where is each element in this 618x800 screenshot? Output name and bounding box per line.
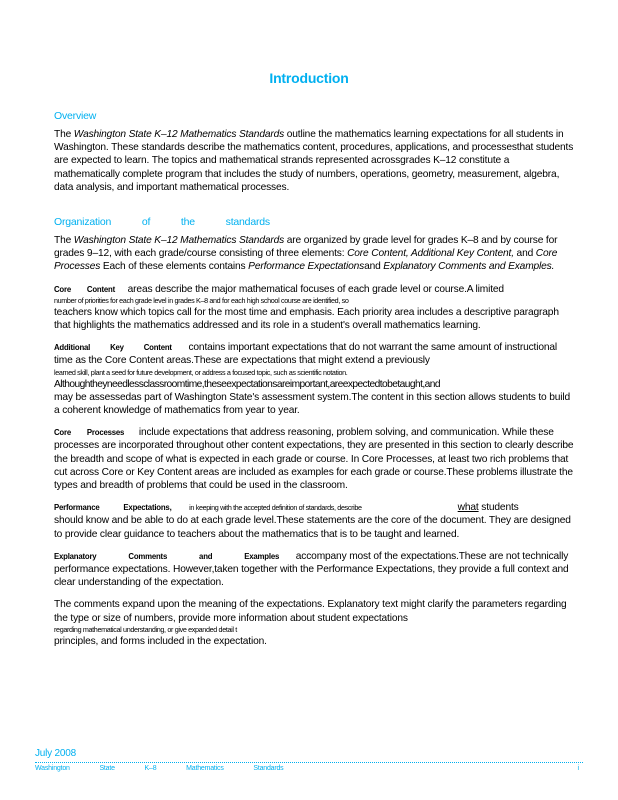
element-names-italic: Core Content, Additional Key Content,	[347, 248, 514, 260]
comments-text: principles, and forms included in the expectation.	[54, 635, 267, 647]
section-heading-overview: Overview	[54, 110, 97, 122]
explanatory-comments-italic: Explanatory Comments and Examples.	[383, 261, 555, 273]
explanatory-paragraph	[54, 550, 574, 590]
overview-text: outline the mathematics learning expectations for all students in Washington. These standards describe the mathematics content, procedures, applications, and processesthat students are expected to learn. The topics and mathematical strands represented acrossgrades K–12 constitute a mathematically complete program that includes the study of numbers, operations, geometry, measurement, algebra, data analysis, and important mathematical processes.	[54, 129, 574, 193]
document-body	[54, 110, 574, 648]
performance-label: Performance Expectations,	[54, 503, 172, 513]
core-content-paragraph	[54, 283, 574, 333]
core-processes-paragraph	[54, 426, 574, 492]
footer-divider	[35, 762, 583, 763]
additional-key-condensed-text: Althoughtheyneedlessclassroomtime,theseexpectationsareimportant,areexpectedtobetaught,and	[54, 378, 440, 390]
footer-line	[35, 765, 583, 777]
comments-small-text: regarding mathematical understanding, or give expanded detail t	[54, 624, 237, 634]
footer-date: July 2008	[35, 748, 77, 759]
performance-text: students	[478, 502, 519, 514]
core-processes-label: Core Processes	[54, 428, 125, 438]
overview-paragraph	[54, 128, 574, 194]
core-processes-text: include expectations that address reasoning, problem solving, and communication. While these processes are incorporated throughout other content expectations, they are presented in this section to clearly describe the breadth and scope of what is expected in each grade or course. In Core Processes, at least two rich problems that cut across Core or Key Content areas are included as examples for each grade or course.These problems illustrate the types and breadth of problems that could be used in the classroom.	[54, 427, 574, 492]
standards-title-italic: Washington State K–12 Mathematics Standards	[73, 235, 285, 247]
core-content-label: Core Content	[54, 284, 115, 294]
page-title: Introduction	[269, 70, 349, 86]
organization-text: and	[364, 261, 384, 273]
core-content-small-text: number of priorities for each grade level in grades K–8 and for each high school course are identified, so	[54, 295, 349, 305]
footer-page-number: i	[577, 765, 579, 772]
core-content-text: areas describe the major mathematical focuses of each grade level or course.A limited	[124, 283, 504, 295]
footer-document-title: Washington State K–8 Mathematics Standards	[35, 765, 284, 772]
additional-key-paragraph	[54, 341, 574, 417]
performance-paragraph	[54, 501, 574, 541]
page-footer	[35, 748, 583, 777]
core-processes-italic: Core Processes	[54, 248, 558, 273]
explanatory-label: Explanatory Comments and Examples	[54, 551, 280, 561]
core-content-text: teachers know which topics call for the most time and emphasis. Each priority area includes a descriptive paragraph that highlights the mathematics addressed and its role in a student's overall mathematics learning.	[54, 306, 559, 332]
section-heading-organization: Organization of the standards	[54, 216, 270, 229]
additional-key-text: may be assessedas part of Washington State's assessment system.The content in this section allows students to build a coherent knowledge of mathematics from year to year.	[54, 391, 571, 417]
performance-small-text: in keeping with the accepted definition of standards, describe	[187, 503, 362, 513]
comments-text: The comments expand upon the meaning of the expectations. Explanatory text might clarify the parameters regarding the type or size of numbers, provide more information about student expectations	[54, 599, 567, 624]
overview-text: The	[54, 129, 74, 140]
additional-key-label: Additional Key Content	[54, 343, 172, 353]
organization-text: and	[513, 248, 536, 260]
organization-text: Each of these elements contains	[100, 261, 249, 273]
what-underlined: what	[457, 502, 479, 514]
additional-key-small-text: learned skill, plant a seed for future development, or address a focused topic, such as scientific notation.	[54, 367, 348, 377]
performance-expectations-italic: Performance Expectations	[248, 261, 365, 273]
performance-text: should know and be able to do at each grade level.These statements are the core of the document. They are designed to provide clear guidance to teachers about the mathematics that is to be taught and learned.	[54, 515, 571, 540]
explanatory-text: accompany most of the expectations.These are not technically performance expectations. However,taken together with the Performance Expectations, they provide a full context and clear understanding of the expectation.	[54, 550, 569, 589]
standards-title-italic: Washington State K–12 Mathematics Standards	[73, 129, 285, 140]
organization-text: are organized by grade level for grades K–8 and by course for grades 9–12, with each grade/course consisting of three elements:	[54, 235, 558, 260]
comments-paragraph	[54, 598, 574, 648]
additional-key-text: contains important expectations that do not warrant the same amount of instructional time as the Core Content areas.These are expectations that might extend a previously	[54, 342, 557, 367]
organization-paragraph	[54, 234, 574, 274]
organization-text: The	[54, 235, 74, 247]
